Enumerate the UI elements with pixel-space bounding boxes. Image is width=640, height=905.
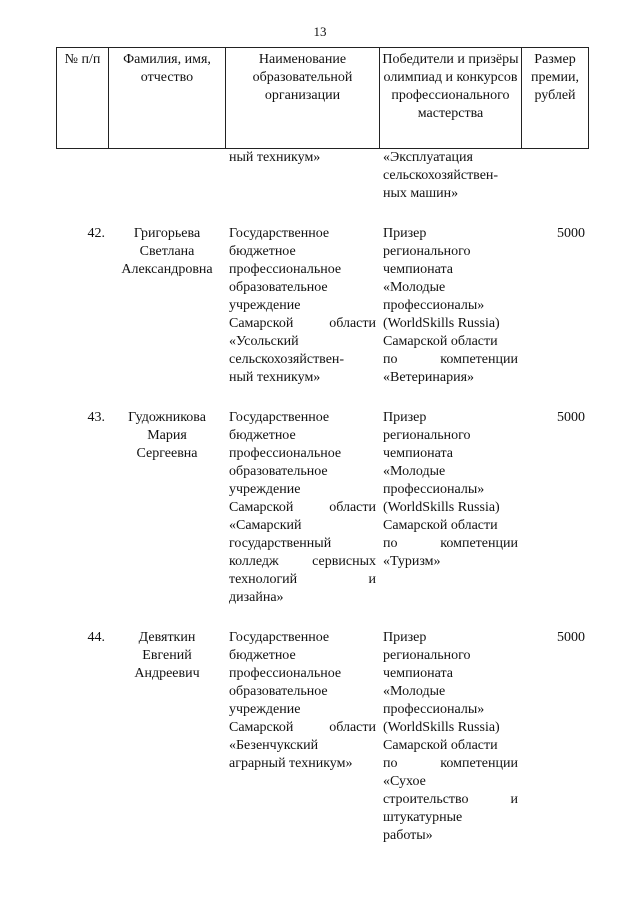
row-person-name: Григорьева Светлана Александровна xyxy=(121,226,213,277)
winners-tail-line: ных машин» xyxy=(383,186,459,201)
row-achievement: Призер регионального чемпионата «Молодые профессионалы» (WorldSkills Russia) Самарской области по компетенции «Сухое строительство и штукатурные работы» xyxy=(383,630,518,843)
row-organization: Государственное бюджетное профессиональное образовательное учреждение Самарской области «Усольский сельскохозяйствен- ный техникум» xyxy=(229,226,376,385)
awards-table xyxy=(56,47,589,867)
row-achievement: Призер регионального чемпионата «Молодые профессионалы» (WorldSkills Russia) Самарской области по компетенции «Ветеринария» xyxy=(383,226,518,385)
table-header-row xyxy=(57,48,589,149)
row-number: 44. xyxy=(87,630,105,645)
header-winners: Победители и призёры олимпиад и конкурсов профессионального мастерства xyxy=(380,48,522,149)
header-org: Наименование образовательной организации xyxy=(226,48,380,149)
table-row xyxy=(57,409,589,629)
winners-tail-line: «Эксплуатация xyxy=(383,150,473,165)
row-number: 42. xyxy=(87,226,105,241)
row-prize-amount: 5000 xyxy=(557,630,585,645)
page-number: 13 xyxy=(313,24,327,39)
table-row-continuation xyxy=(57,149,589,226)
row-number: 43. xyxy=(87,410,105,425)
header-prize: Размер премии, рублей xyxy=(522,48,589,149)
table-row xyxy=(57,225,589,409)
row-achievement: Призер регионального чемпионата «Молодые профессионалы» (WorldSkills Russia) Самарской области по компетенции «Туризм» xyxy=(383,410,518,569)
table-row xyxy=(57,629,589,867)
winners-tail-line: сельскохозяйствен- xyxy=(383,168,499,183)
org-tail: ный техникум» xyxy=(229,150,321,165)
row-organization: Государственное бюджетное профессиональное образовательное учреждение Самарской области «Безенчукский аграрный техникум» xyxy=(229,630,376,771)
header-name: Фамилия, имя, отчество xyxy=(109,48,226,149)
row-organization: Государственное бюджетное профессиональное образовательное учреждение Самарской области «Самарский государственный колледж сервисных технологий и дизайна» xyxy=(229,410,376,605)
row-prize-amount: 5000 xyxy=(557,410,585,425)
row-prize-amount: 5000 xyxy=(557,226,585,241)
header-num: № п/п xyxy=(57,48,109,149)
row-person-name: Гудожникова Мария Сергеевна xyxy=(128,410,206,461)
row-person-name: Девяткин Евгений Андреевич xyxy=(134,630,200,681)
